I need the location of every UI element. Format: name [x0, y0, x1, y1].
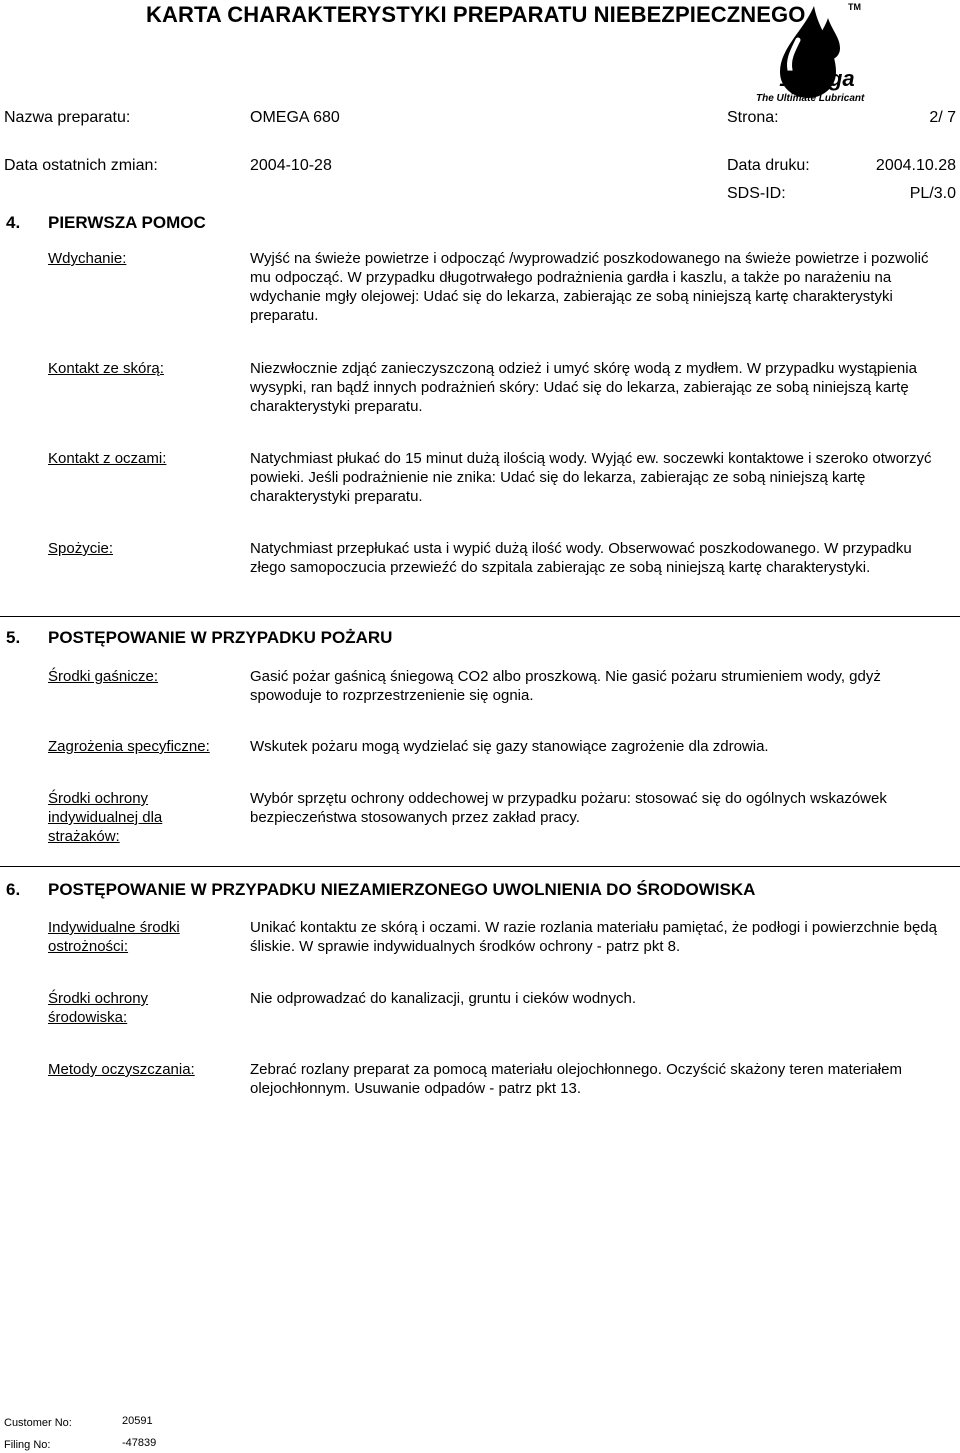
eye-contact-label: Kontakt z oczami:	[48, 450, 167, 467]
extinguishing-media-label: Środki gaśnicze:	[48, 668, 159, 685]
ingestion-label: Spożycie:	[48, 540, 114, 557]
section-6-title: POSTĘPOWANIE W PRZYPADKU NIEZAMIERZONEGO UWOLNIENIA DO ŚRODOWISKA	[48, 880, 756, 899]
extinguishing-media-text: Gasić pożar gaśnicą śniegową CO2 albo proszkową. Nie gasić pożaru strumieniem wody, gdyż spowoduje to rozprzestrzenienie się ognia.	[250, 668, 881, 704]
omega-logo	[752, 0, 892, 108]
customer-no-label: Customer No:	[4, 1417, 72, 1429]
inhalation-text: Wyjść na świeże powietrze i odpocząć /wyprowadzić poszkodowanego na świeże powietrze i pozwolić mu odpocząć. W przypadku długotrwałego podrażnienia gardła i kaszlu, a także po narażeniu na wdychanie mgły olejowej: Udać się do lekarza, zabierając ze sobą niniejszą kartę charakterystyki preparatu.	[250, 250, 929, 324]
skin-contact-text: Niezwłocznie zdjąć zanieczyszczoną odzież i umyć skórę wodą z mydłem. W przypadku wystąpienia wysypki, ran bądź innych podrażnień skóry: Udać się do lekarza, zabierając ze sobą niniejszą kartę charakterystyki preparatu.	[250, 360, 917, 415]
ingestion-text: Natychmiast przepłukać usta i wypić dużą ilość wody. Obserwować poszkodowanego. W przypadku złego samopoczucia przewieźć do szpitala zabierając ze sobą niniejszą kartę charakterystyki.	[250, 540, 912, 576]
specific-hazards-label: Zagrożenia specyficzne:	[48, 738, 210, 755]
firefighter-protection-label: Środki ochrony indywidualnej dla strażaków:	[48, 790, 163, 845]
last-change-value: 2004-10-28	[250, 157, 332, 174]
section-4-title: PIERWSZA POMOC	[48, 213, 206, 232]
section-5-title: POSTĘPOWANIE W PRZYPADKU POŻARU	[48, 628, 393, 647]
product-name-label: Nazwa preparatu:	[4, 109, 131, 126]
specific-hazards-text: Wskutek pożaru mogą wydzielać się gazy stanowiące zagrożenie dla zdrowia.	[250, 738, 769, 755]
personal-precautions-label: Indywidualne środki ostrożności:	[48, 919, 180, 955]
document-title: KARTA CHARAKTERYSTYKI PREPARATU NIEBEZPIECZNEGO	[146, 2, 806, 27]
section-6-number: 6.	[6, 880, 21, 899]
inhalation-label: Wdychanie:	[48, 250, 127, 267]
page-value: 2/ 7	[929, 109, 956, 126]
sds-id-label: SDS-ID:	[727, 185, 786, 202]
print-date-label: Data druku:	[727, 157, 810, 174]
section-divider	[0, 616, 960, 617]
logo-brand: Ωmega	[780, 66, 855, 91]
environmental-precautions-text: Nie odprowadzać do kanalizacji, gruntu i cieków wodnych.	[250, 990, 637, 1007]
print-date-value: 2004.10.28	[875, 157, 956, 174]
last-change-label: Data ostatnich zmian:	[4, 157, 158, 174]
section-4-number: 4.	[6, 213, 21, 232]
section-5-number: 5.	[6, 628, 21, 647]
skin-contact-label: Kontakt ze skórą:	[48, 360, 164, 377]
eye-contact-text: Natychmiast płukać do 15 minut dużą ilością wody. Wyjąć ew. soczewki kontaktowe i szeroko otworzyć powieki. Jeśli podrażnienie nie znika: Udać się do lekarza, zabierając ze sobą niniejszą kartę charakterystyki preparatu.	[250, 450, 932, 505]
cleanup-methods-text: Zebrać rozlany preparat za pomocą materiału olejochłonnego. Oczyścić skażony teren materiałem olejochłonnym. Usuwanie odpadów - patrz pkt 13.	[250, 1061, 902, 1097]
environmental-precautions-label: Środki ochrony środowiska:	[48, 990, 149, 1026]
filing-no-value: -47839	[122, 1437, 157, 1449]
customer-no-value: 20591	[122, 1415, 153, 1427]
firefighter-protection-text: Wybór sprzętu ochrony oddechowej w przypadku pożaru: stosować się do ogólnych wskazówek bezpieczeństwa stosowanych przez zakład pracy.	[250, 790, 887, 826]
page-label: Strona:	[727, 109, 779, 126]
logo-tm: TM	[848, 2, 861, 12]
sds-id-value: PL/3.0	[909, 185, 956, 202]
section-divider	[0, 866, 960, 867]
product-name-value: OMEGA 680	[250, 109, 340, 126]
logo-tagline: The Ultimate Lubricant	[756, 93, 865, 104]
personal-precautions-text: Unikać kontaktu ze skórą i oczami. W razie rozlania materiału pamiętać, że podłogi i powierzchnie będą śliskie. W sprawie indywidualnych środków ochrony - patrz pkt 8.	[250, 919, 937, 955]
filing-no-label: Filing No:	[4, 1439, 51, 1451]
cleanup-methods-label: Metody oczyszczania:	[48, 1061, 195, 1078]
